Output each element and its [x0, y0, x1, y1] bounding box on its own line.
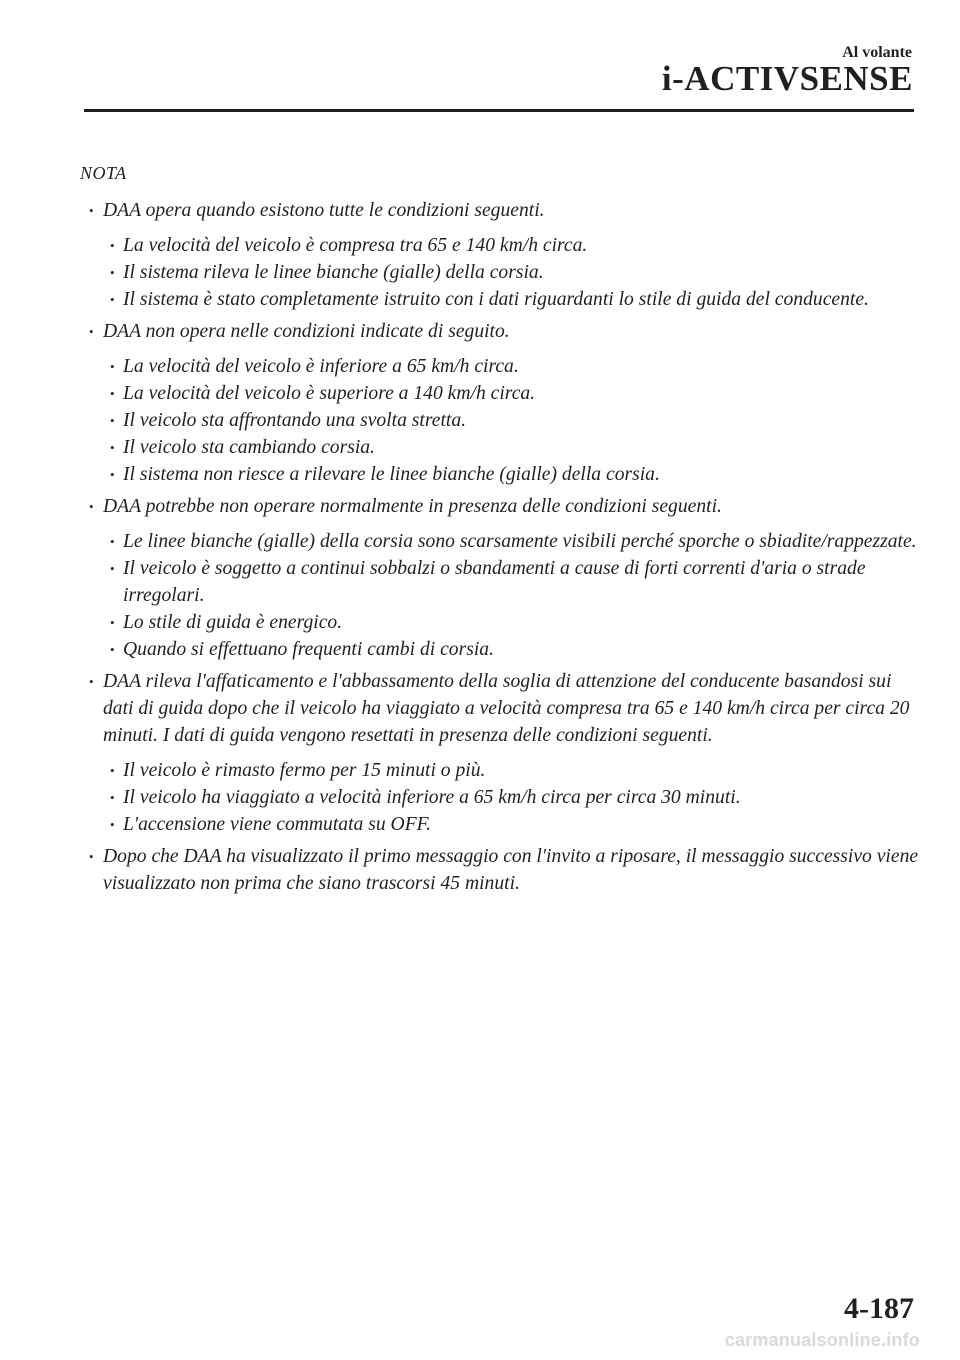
note-item: • DAA rileva l'affaticamento e l'abbassamento della soglia di attenzione del conducente basandosi sui dati di guida dopo che il veicolo ha viaggiato a velocità compresa tra 65 e 140 km/h circa per circa 20 minuti. I dati di guida vengono resettati in presenza delle condizioni seguenti.: [80, 668, 920, 749]
note-box: [80, 160, 920, 897]
note-subitem: • Lo stile di guida è energico.: [101, 609, 920, 636]
note-item: • DAA non opera nelle condizioni indicate di seguito.: [80, 318, 920, 345]
note-item: • Dopo che DAA ha visualizzato il primo messaggio con l'invito a riposare, il messaggio successivo viene visualizzato non prima che siano trascorsi 45 minuti.: [80, 843, 920, 897]
note-subitem: • Il veicolo sta affrontando una svolta stretta.: [101, 407, 920, 434]
note-subitem: • La velocità del veicolo è compresa tra 65 e 140 km/h circa.: [101, 232, 920, 259]
note-subitem: • Il sistema rileva le linee bianche (gialle) della corsia.: [101, 259, 920, 286]
header-divider: [84, 109, 914, 112]
note-subitem: • Il veicolo ha viaggiato a velocità inferiore a 65 km/h circa per circa 30 minuti.: [101, 784, 920, 811]
watermark: carmanualsonline.info: [724, 1330, 920, 1350]
section-title: i-ACTIVSENSE: [661, 59, 913, 98]
note-subitem: • Il sistema è stato completamente istruito con i dati riguardanti lo stile di guida del conducente.: [101, 286, 920, 313]
section-label: Al volante: [842, 44, 912, 61]
note-item: • DAA potrebbe non operare normalmente in presenza delle condizioni seguenti.: [80, 493, 920, 520]
note-heading: NOTA: [80, 163, 127, 183]
note-subitem: • La velocità del veicolo è inferiore a 65 km/h circa.: [101, 353, 920, 380]
note-subitem: • Il veicolo sta cambiando corsia.: [101, 434, 920, 461]
note-subitem: • L'accensione viene commutata su OFF.: [101, 811, 920, 838]
note-subitem: • Il veicolo è rimasto fermo per 15 minuti o più.: [101, 757, 920, 784]
note-subitem: • Le linee bianche (gialle) della corsia sono scarsamente visibili perché sporche o sbiadite/rappezzate.: [101, 528, 920, 555]
note-subitem: • La velocità del veicolo è superiore a 140 km/h circa.: [101, 380, 920, 407]
page-number: 4-187: [844, 1292, 914, 1325]
note-subitem: • Il veicolo è soggetto a continui sobbalzi o sbandamenti a cause di forti correnti d'aria o strade irregolari.: [101, 555, 920, 609]
note-item: • DAA opera quando esistono tutte le condizioni seguenti.: [80, 197, 920, 224]
note-subitem: • Il sistema non riesce a rilevare le linee bianche (gialle) della corsia.: [101, 461, 920, 488]
note-subitem: • Quando si effettuano frequenti cambi di corsia.: [101, 636, 920, 663]
